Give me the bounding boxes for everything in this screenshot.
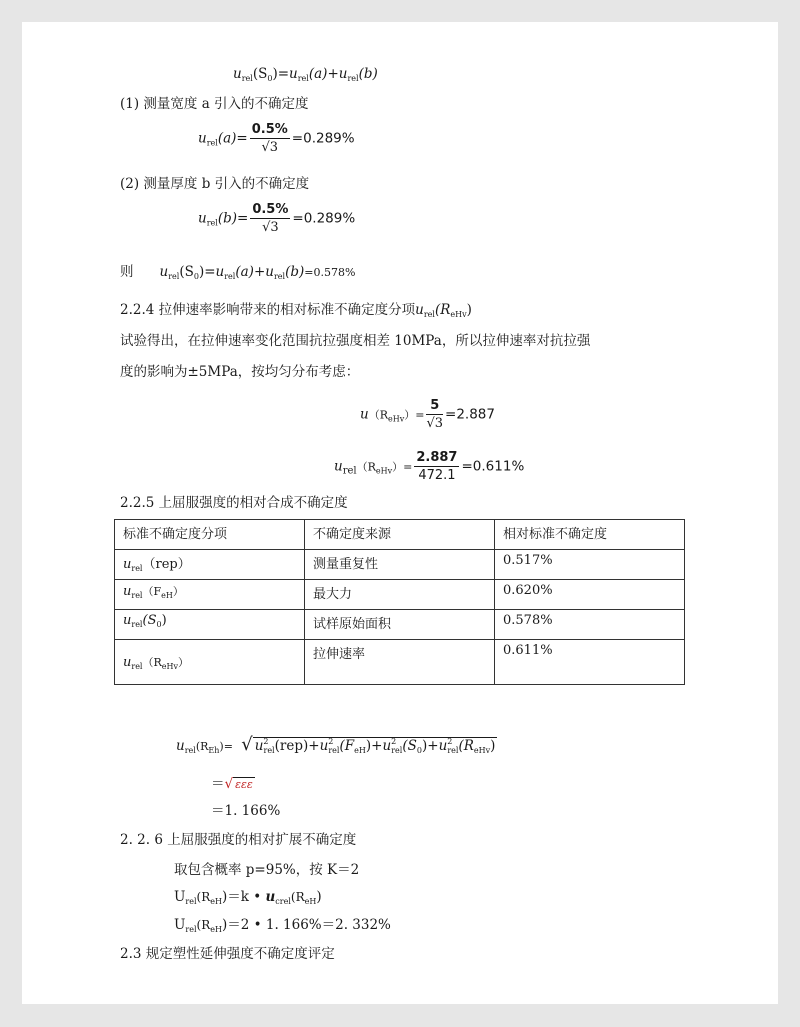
symbol-u: u bbox=[289, 66, 298, 82]
result: =0.289% bbox=[291, 130, 355, 147]
result: =0.289% bbox=[292, 210, 356, 227]
result: =0.578% bbox=[304, 266, 356, 279]
radicand bbox=[253, 737, 498, 754]
symbol-u: u bbox=[360, 406, 369, 423]
symbol-u: u bbox=[123, 654, 132, 670]
symbol-U: U bbox=[174, 917, 186, 933]
symbol-u: u bbox=[319, 738, 329, 754]
superscript: 2 bbox=[447, 737, 453, 746]
symbol-u: u bbox=[334, 458, 343, 475]
subscript: eH bbox=[304, 897, 317, 906]
table-header-cell: 相对标准不确定度 bbox=[495, 520, 685, 550]
argument: (R bbox=[196, 890, 211, 904]
symbol-u: u bbox=[415, 302, 424, 318]
broken-formula: εεε bbox=[235, 778, 253, 791]
subscript: 0 bbox=[193, 272, 199, 281]
argument: (S bbox=[142, 613, 157, 628]
paragraph-line-1: 试验得出，在拉伸速率变化范围抗拉强度相差 10MPa，所以拉伸速率对抗拉强 bbox=[120, 333, 591, 349]
table-row bbox=[115, 580, 685, 610]
equation-combined bbox=[176, 732, 497, 761]
paren: )= bbox=[198, 264, 216, 280]
equation-line-3: ＝1. 166% bbox=[211, 803, 281, 819]
table-row bbox=[115, 640, 685, 685]
subscript: 0 bbox=[156, 620, 162, 629]
symbol-U: U bbox=[174, 889, 186, 905]
symbol-u: u bbox=[198, 210, 207, 227]
subscript: rel bbox=[328, 746, 340, 755]
table-cell-source: 最大力 bbox=[305, 580, 495, 610]
denominator: √3 bbox=[426, 416, 444, 431]
numerator: 0.5% bbox=[251, 122, 288, 137]
argument: (S bbox=[252, 66, 268, 82]
paren: ) bbox=[161, 613, 167, 628]
plus: + bbox=[327, 66, 339, 82]
result: =2.887 bbox=[445, 406, 495, 423]
superscript: 2 bbox=[328, 737, 334, 746]
operator: )＝k • bbox=[221, 889, 266, 905]
paren: )+ bbox=[365, 738, 383, 754]
subscript: rel bbox=[391, 746, 403, 755]
sqrt-icon: √ bbox=[241, 734, 253, 755]
denominator: √3 bbox=[262, 220, 279, 235]
argument: （F bbox=[142, 585, 162, 598]
subscript: rel bbox=[206, 218, 218, 228]
table-cell-component bbox=[115, 640, 305, 685]
paren: ）= bbox=[392, 460, 413, 474]
subscript: rel bbox=[185, 897, 197, 906]
argument: (S bbox=[179, 264, 194, 280]
argument: (b)= bbox=[217, 210, 249, 227]
equation-b bbox=[198, 202, 355, 236]
argument: （R bbox=[142, 655, 162, 669]
subscript: crel bbox=[275, 897, 291, 906]
paragraph-line-2: 度的影响为±5MPa，按均匀分布考虑： bbox=[120, 364, 360, 380]
symbol-u: u bbox=[265, 889, 276, 905]
numerator: 5 bbox=[426, 398, 443, 415]
table-header-row bbox=[115, 520, 685, 550]
table-cell-source: 试样原始面积 bbox=[305, 610, 495, 640]
formula-top bbox=[233, 64, 378, 89]
argument: (a) bbox=[308, 66, 328, 82]
subscript: rel bbox=[131, 620, 143, 629]
subscript: rel bbox=[131, 564, 143, 573]
argument: (b) bbox=[358, 66, 378, 82]
subscript: rel bbox=[423, 310, 435, 319]
argument: (R bbox=[434, 302, 451, 318]
paren: ) bbox=[466, 302, 472, 318]
subscript: rel bbox=[131, 661, 143, 671]
item-1-label: (1) 测量宽度 a 引入的不确定度 bbox=[120, 96, 309, 112]
superscript: 2 bbox=[263, 737, 269, 746]
argument: (R bbox=[196, 918, 211, 932]
fraction bbox=[250, 202, 290, 236]
equation-u bbox=[360, 398, 495, 432]
symbol-u: u bbox=[265, 264, 274, 280]
argument: （rep） bbox=[142, 557, 191, 572]
subscript: eH bbox=[210, 925, 222, 934]
item-2-label: (2) 测量厚度 b 引入的不确定度 bbox=[120, 176, 310, 192]
subscript: eHv bbox=[161, 661, 179, 671]
subscript: rel bbox=[168, 272, 180, 281]
symbol-u: u bbox=[123, 584, 132, 599]
subscript: rel bbox=[184, 746, 196, 755]
then-word: 则 bbox=[120, 264, 134, 280]
subscript: rel bbox=[447, 746, 459, 755]
argument: (S bbox=[402, 738, 417, 754]
subscript: rel bbox=[347, 74, 359, 83]
then-line bbox=[120, 262, 355, 287]
subscript: rel bbox=[206, 138, 218, 148]
paren: ) bbox=[272, 66, 278, 82]
table-cell-source: 测量重复性 bbox=[305, 550, 495, 580]
subscript: rel bbox=[185, 925, 197, 934]
paren: ）= bbox=[404, 408, 425, 422]
argument: （R bbox=[356, 460, 376, 474]
subscript: rel bbox=[224, 272, 236, 281]
section-2-3-title: 2.3 规定塑性延伸强度不确定度评定 bbox=[120, 946, 335, 962]
subscript: eH bbox=[210, 897, 222, 906]
symbol-u: u bbox=[338, 66, 348, 82]
U-line-1 bbox=[174, 887, 322, 912]
result: )＝2 • 1. 166%＝2. 332% bbox=[221, 917, 391, 933]
subscript: eHv bbox=[388, 414, 405, 424]
symbol-u: u bbox=[123, 557, 132, 572]
subscript: 0 bbox=[267, 74, 273, 83]
equals: ＝ bbox=[211, 776, 225, 792]
table-cell-value: 0.611% bbox=[495, 640, 685, 685]
table-cell-value: 0.620% bbox=[495, 580, 685, 610]
numerator: 0.5% bbox=[252, 202, 289, 217]
argument: (rep)+ bbox=[274, 738, 320, 754]
symbol-u: u bbox=[254, 738, 264, 754]
table-row bbox=[115, 550, 685, 580]
equation-a bbox=[198, 122, 355, 156]
table-header-cell: 标准不确定度分项 bbox=[115, 520, 305, 550]
result: =0.611% bbox=[461, 458, 525, 475]
symbol-u: u bbox=[176, 738, 185, 754]
subscript: rel bbox=[241, 74, 253, 83]
equals: = bbox=[277, 66, 290, 82]
symbol-u: u bbox=[198, 130, 207, 147]
table-cell-component bbox=[115, 550, 305, 580]
table-row bbox=[115, 610, 685, 640]
table-cell-component bbox=[115, 580, 305, 610]
subscript: rel bbox=[273, 272, 286, 281]
table-cell-value: 0.578% bbox=[495, 610, 685, 640]
argument: (a)+ bbox=[235, 264, 266, 280]
sqrt-icon: √ bbox=[224, 776, 234, 792]
section-title-text: 2.2.4 拉伸速率影响带来的相对标准不确定度分项 bbox=[120, 302, 416, 318]
table-cell-source: 拉伸速率 bbox=[305, 640, 495, 685]
argument: (F bbox=[339, 738, 355, 754]
superscript: 2 bbox=[391, 737, 397, 746]
symbol-u: u bbox=[123, 613, 132, 628]
subscript: Eh bbox=[208, 746, 220, 755]
argument: (R bbox=[458, 738, 474, 754]
table-cell-component bbox=[115, 610, 305, 640]
fraction bbox=[414, 450, 459, 484]
symbol-u: u bbox=[233, 66, 242, 82]
subscript: eHv bbox=[375, 466, 393, 476]
section-2-2-6-title: 2. 2. 6 上屈服强度的相对扩展不确定度 bbox=[120, 832, 357, 848]
section-2-2-5-title: 2.2.5 上屈服强度的相对合成不确定度 bbox=[120, 495, 348, 511]
equation-line-2 bbox=[211, 774, 255, 795]
subscript: eH bbox=[354, 746, 366, 755]
denominator: 472.1 bbox=[418, 468, 456, 483]
paren: ） bbox=[178, 655, 190, 669]
table-header-cell: 不确定度来源 bbox=[305, 520, 495, 550]
document-page bbox=[22, 22, 778, 1004]
subscript: rel bbox=[297, 74, 309, 83]
table-cell-value: 0.517% bbox=[495, 550, 685, 580]
symbol-u: u bbox=[438, 738, 448, 754]
numerator: 2.887 bbox=[416, 450, 458, 465]
paren: ) bbox=[316, 889, 322, 905]
argument: (a)= bbox=[217, 130, 248, 147]
coverage-line: 取包含概率 p=95%，按 K＝2 bbox=[174, 862, 360, 878]
uncertainty-table bbox=[114, 519, 685, 685]
paren: ） bbox=[172, 585, 184, 598]
section-2-2-4-title bbox=[120, 300, 472, 325]
subscript: rel bbox=[263, 746, 275, 755]
denominator: √3 bbox=[261, 140, 279, 155]
equation-urel bbox=[334, 450, 524, 484]
paren: )+ bbox=[421, 738, 439, 754]
symbol-u: u bbox=[382, 738, 392, 754]
symbol-u: u bbox=[159, 264, 169, 280]
argument: (R bbox=[290, 890, 305, 904]
symbol-u: u bbox=[215, 264, 225, 280]
subscript: 0 bbox=[416, 746, 422, 755]
argument: (R bbox=[195, 740, 209, 753]
subscript: rel bbox=[131, 591, 143, 600]
subscript: rel bbox=[342, 465, 357, 477]
subscript: eHv bbox=[450, 310, 467, 319]
argument: （R bbox=[368, 408, 388, 422]
paren: )= bbox=[219, 740, 233, 753]
paren: ) bbox=[490, 738, 496, 754]
fraction bbox=[426, 398, 443, 432]
subscript: eHv bbox=[473, 746, 491, 755]
subscript: eH bbox=[161, 591, 173, 600]
fraction bbox=[250, 122, 290, 156]
U-line-2 bbox=[174, 915, 391, 940]
argument: (b) bbox=[285, 264, 305, 280]
